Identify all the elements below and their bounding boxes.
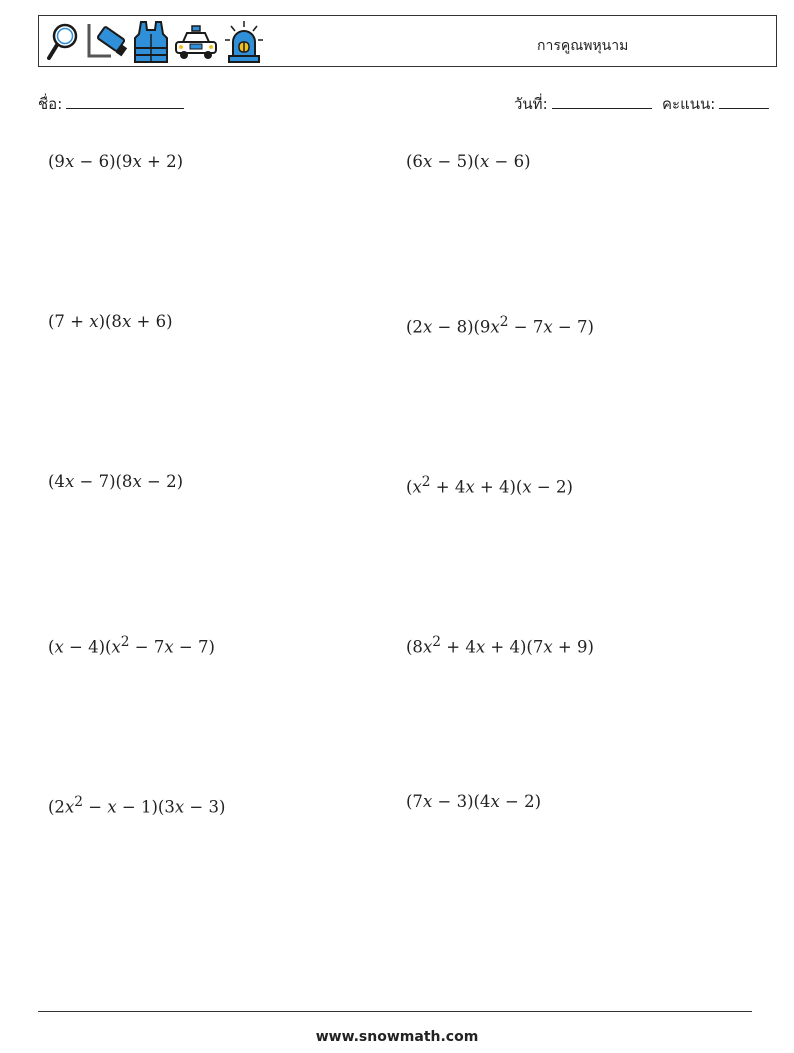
date-blank[interactable] (552, 94, 652, 109)
problem-4: $(2x - 8)(9x^2 - 7x - 7)$ (406, 314, 594, 337)
problem-1: (9x − 6)(9x + 2) (48, 152, 183, 171)
score-field (662, 94, 769, 114)
problem-6: $(x^2 + 4x + 4)(x - 2)$ (406, 474, 573, 497)
problem-10: (7x − 3)(4x − 2) (406, 792, 541, 811)
score-label: คะแนน: (662, 95, 716, 113)
magnifier-icon (45, 22, 81, 62)
date-field (514, 94, 652, 114)
header-icons (45, 19, 265, 65)
problem-7: $(x - 4)(x^2 - 7x - 7)$ (48, 634, 215, 657)
problem-9: $(2x^2 - x - 1)(3x - 3)$ (48, 794, 226, 817)
date-label: วันที่: (514, 95, 548, 113)
problem-8: $(8x^2 + 4x + 4)(7x + 9)$ (406, 634, 594, 657)
name-label: ชื่อ: (38, 95, 63, 113)
problem-3: (7 + x)(8x + 6) (48, 312, 173, 331)
police-car-icon (173, 22, 219, 62)
flashlight-icon (85, 22, 129, 62)
score-blank[interactable] (719, 94, 769, 109)
name-field (38, 94, 184, 114)
worksheet-header (38, 15, 777, 67)
name-blank[interactable] (66, 94, 184, 109)
vest-icon (133, 20, 169, 64)
footer-divider (38, 1011, 752, 1012)
worksheet-title: การคูณพหุนาม (537, 38, 629, 54)
problem-5: (4x − 7)(8x − 2) (48, 472, 183, 491)
siren-icon (223, 20, 265, 64)
problem-2: (6x − 5)(x − 6) (406, 152, 531, 171)
footer-site[interactable]: www.snowmath.com (315, 1029, 479, 1045)
